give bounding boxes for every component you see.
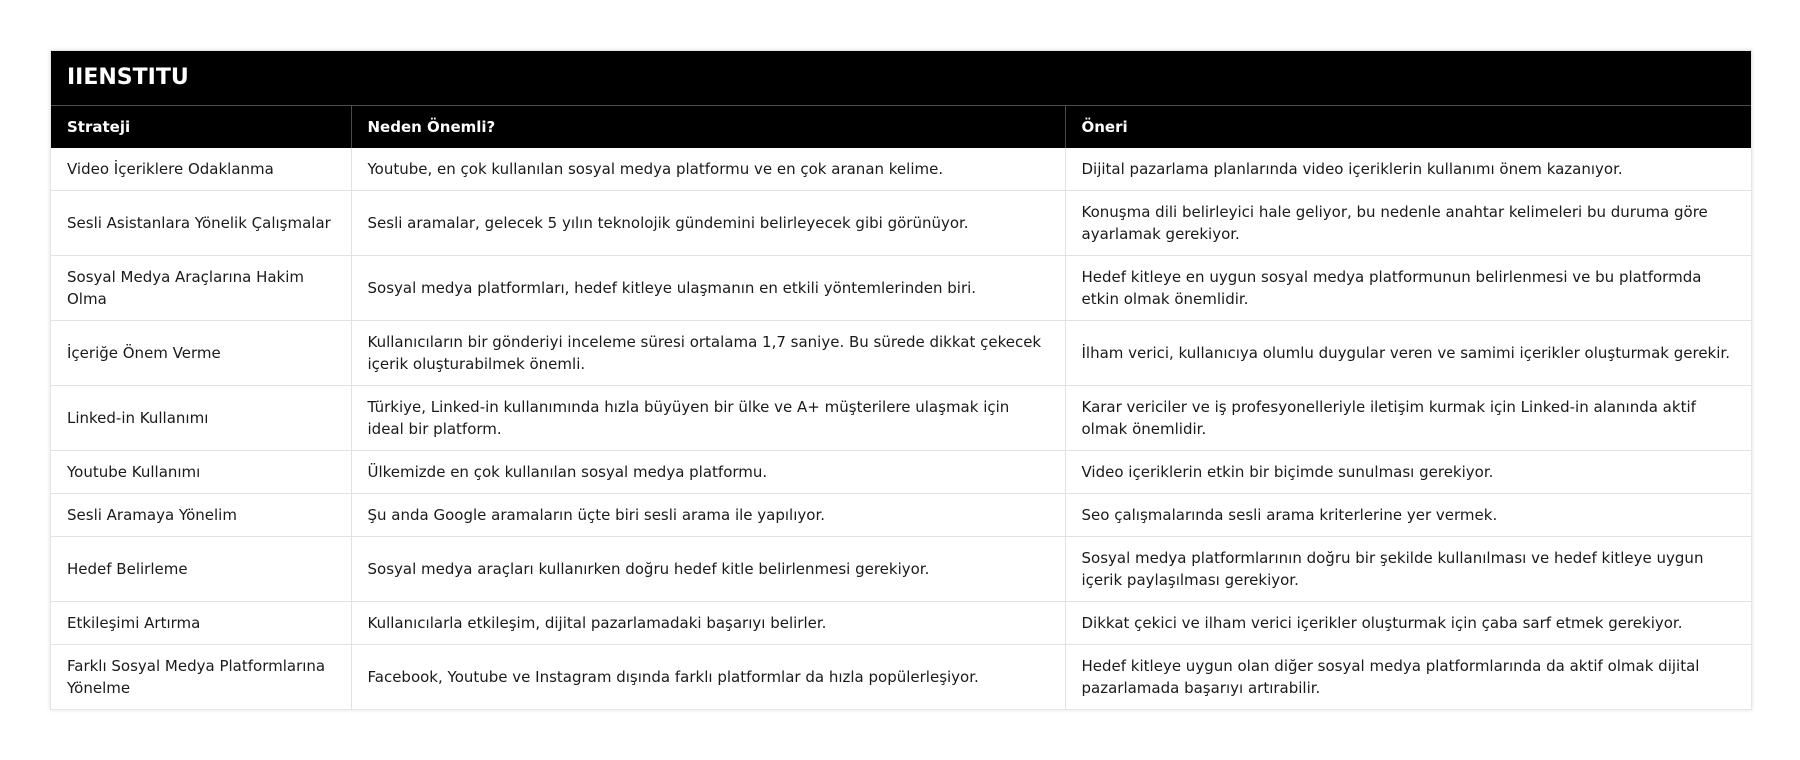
cell-strateji: Farklı Sosyal Medya Platformlarına Yönelme bbox=[51, 645, 351, 710]
cell-oneri: Video içeriklerin etkin bir biçimde sunulması gerekiyor. bbox=[1065, 451, 1751, 494]
cell-strateji: Hedef Belirleme bbox=[51, 537, 351, 602]
table-row bbox=[51, 148, 1751, 191]
cell-strateji: Video İçeriklere Odaklanma bbox=[51, 148, 351, 191]
table-row bbox=[51, 321, 1751, 386]
cell-oneri: Hedef kitleye uygun olan diğer sosyal medya platformlarında da aktif olmak dijital pazarlamada başarıyı artırabilir. bbox=[1081, 657, 1700, 697]
cell-neden-onemli: Facebook, Youtube ve Instagram dışında farklı platformlar da hızla popülerleşiyor. bbox=[351, 645, 1065, 710]
header-oneri: Öneri bbox=[1065, 106, 1751, 148]
cell-neden-onemli: Türkiye, Linked-in kullanımında hızla büyüyen bir ülke ve A+ müşterilere ulaşmak için ideal bir platform. bbox=[351, 386, 1065, 451]
table-row bbox=[51, 191, 1751, 256]
cell-neden-onemli: Sosyal medya platformları, hedef kitleye ulaşmanın en etkili yöntemlerinden biri. bbox=[351, 256, 1065, 321]
table-row bbox=[51, 537, 1751, 602]
header-row bbox=[51, 106, 1751, 148]
cell-neden-onemli: Kullanıcıların bir gönderiyi inceleme süresi ortalama 1,7 saniye. Bu sürede dikkat çekecek içerik oluşturabilmek önemli. bbox=[351, 321, 1065, 386]
table-row bbox=[51, 256, 1751, 321]
cell-neden-onemli: Ülkemizde en çok kullanılan sosyal medya platformu. bbox=[351, 451, 1065, 494]
strategy-table-card bbox=[50, 50, 1752, 710]
table-row bbox=[51, 451, 1751, 494]
cell-neden-onemli: Sosyal medya araçları kullanırken doğru hedef kitle belirlenmesi gerekiyor. bbox=[351, 537, 1065, 602]
cell-strateji: Linked-in Kullanımı bbox=[51, 386, 351, 451]
cell-oneri: Sosyal medya platformlarının doğru bir şekilde kullanılması ve hedef kitleye uygun içerik paylaşılması gerekiyor. bbox=[1065, 537, 1751, 602]
cell-oneri: Dikkat çekici ve ilham verici içerikler oluşturmak için çaba sarf etmek gerekiyor. bbox=[1065, 602, 1751, 645]
table-row bbox=[51, 645, 1751, 710]
cell-strateji: İçeriğe Önem Verme bbox=[51, 321, 351, 386]
table-row bbox=[51, 494, 1751, 537]
cell-strateji: Sesli Aramaya Yönelim bbox=[51, 494, 351, 537]
table-title: IIENSTITU bbox=[51, 51, 1751, 106]
cell-strateji: Youtube Kullanımı bbox=[51, 451, 351, 494]
cell-strateji: Sesli Asistanlara Yönelik Çalışmalar bbox=[51, 191, 351, 256]
cell-oneri: Dijital pazarlama planlarında video içeriklerin kullanımı önem kazanıyor. bbox=[1065, 148, 1751, 191]
cell-strateji: Sosyal Medya Araçlarına Hakim Olma bbox=[51, 256, 351, 321]
cell-neden-onemli: Sesli aramalar, gelecek 5 yılın teknolojik gündemini belirleyecek gibi görünüyor. bbox=[351, 191, 1065, 256]
cell-oneri: Seo çalışmalarında sesli arama kriterlerine yer vermek. bbox=[1065, 494, 1751, 537]
cell-strateji: Etkileşimi Artırma bbox=[51, 602, 351, 645]
table-row bbox=[51, 386, 1751, 451]
table-row bbox=[51, 602, 1751, 645]
cell-oneri: Hedef kitleye en uygun sosyal medya platformunun belirlenmesi ve bu platformda etkin olmak önemlidir. bbox=[1065, 256, 1751, 321]
cell-oneri: Konuşma dili belirleyici hale geliyor, bu nedenle anahtar kelimeleri bu duruma göre ayarlamak gerekiyor. bbox=[1065, 191, 1751, 256]
cell-neden-onemli: Şu anda Google aramaların üçte biri sesli arama ile yapılıyor. bbox=[351, 494, 1065, 537]
cell-oneri: Karar vericiler ve iş profesyonelleriyle iletişim kurmak için Linked-in alanında aktif olmak önemlidir. bbox=[1065, 386, 1751, 451]
cell-neden-onemli: Kullanıcılarla etkileşim, dijital pazarlamadaki başarıyı belirler. bbox=[351, 602, 1065, 645]
header-strateji: Strateji bbox=[51, 106, 351, 148]
cell-neden-onemli: Youtube, en çok kullanılan sosyal medya platformu ve en çok aranan kelime. bbox=[351, 148, 1065, 191]
header-neden-onemli: Neden Önemli? bbox=[351, 106, 1065, 148]
strategy-table bbox=[51, 106, 1751, 709]
cell-oneri: İlham verici, kullanıcıya olumlu duygular veren ve samimi içerikler oluşturmak gerekir. bbox=[1065, 321, 1751, 386]
